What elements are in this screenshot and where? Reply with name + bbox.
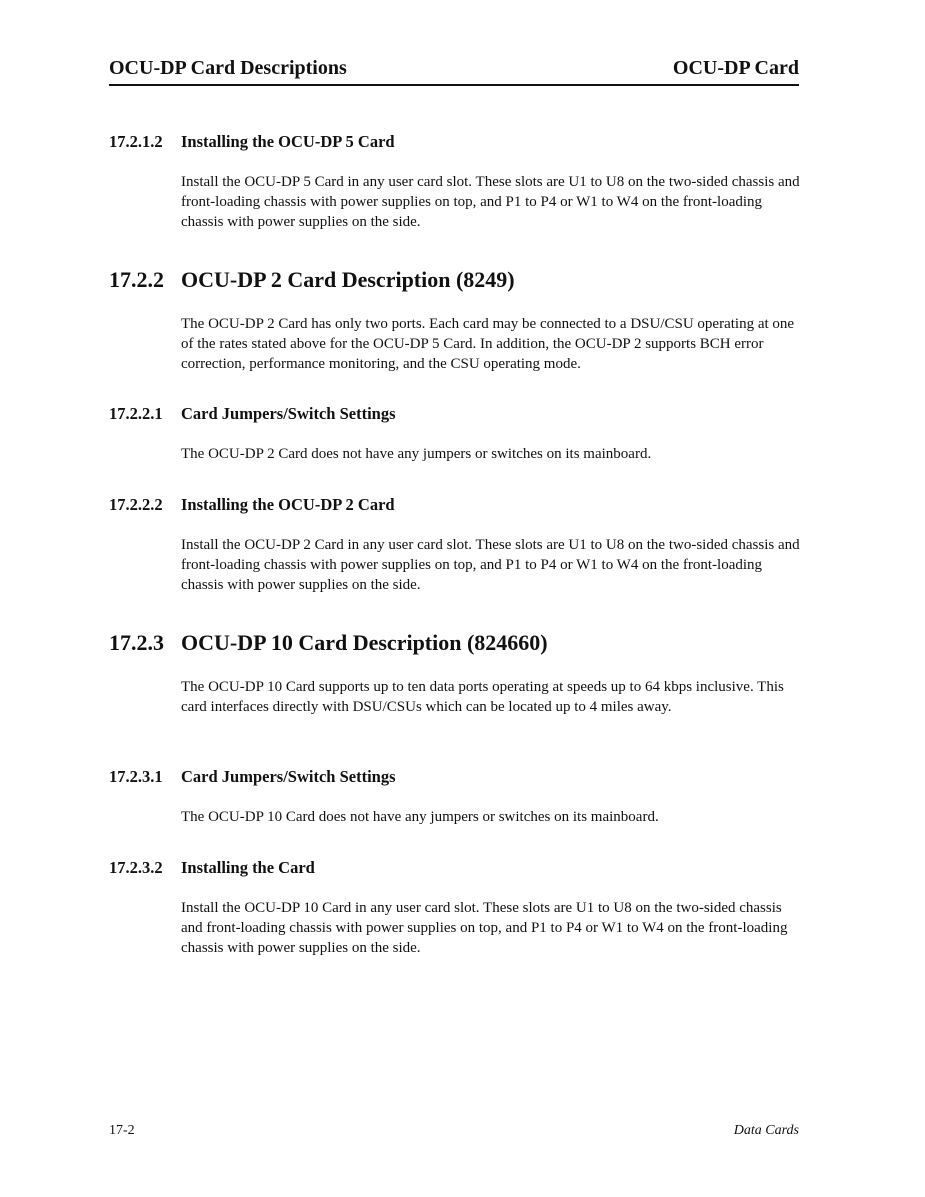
heading-number: 17.2.2.1 <box>109 404 163 423</box>
heading-text: Card Jumpers/Switch Settings <box>181 767 396 786</box>
heading-17-2-3-1 <box>109 767 396 787</box>
heading-17-2-2 <box>109 266 515 294</box>
heading-number: 17.2.3.2 <box>109 858 163 877</box>
heading-number: 17.2.3.1 <box>109 767 163 786</box>
footer-chapter: Data Cards <box>733 1123 799 1138</box>
header-section-title: OCU-DP Card Descriptions <box>109 57 347 79</box>
heading-text: Installing the OCU-DP 5 Card <box>181 132 395 151</box>
page-header <box>109 56 799 86</box>
heading-number: 17.2.2 <box>109 267 164 292</box>
heading-text: Installing the Card <box>181 858 315 877</box>
paragraph-17-2-3: The OCU-DP 10 Card supports up to ten data ports operating at speeds up to 64 kbps inclusive. This card interfaces directly with DSU/CSUs which can be located up to 4 miles away. <box>181 679 784 715</box>
heading-number: 17.2.1.2 <box>109 132 163 151</box>
heading-text: Installing the OCU-DP 2 Card <box>181 495 395 514</box>
heading-17-2-2-2 <box>109 495 395 515</box>
paragraph-17-2-2: The OCU-DP 2 Card has only two ports. Each card may be connected to a DSU/CSU operating at one of the rates stated above for the OCU-DP 5 Card. In addition, the OCU-DP 2 supports BCH error correction, performance monitoring, and the CSU operating mode. <box>181 316 795 372</box>
heading-17-2-1-2 <box>109 132 395 152</box>
heading-17-2-2-1 <box>109 404 396 424</box>
heading-number: 17.2.2.2 <box>109 495 163 514</box>
heading-number: 17.2.3 <box>109 630 164 655</box>
page-number: 17-2 <box>109 1123 135 1138</box>
paragraph-17-2-2-1: The OCU-DP 2 Card does not have any jumpers or switches on its mainboard. <box>181 446 652 462</box>
heading-17-2-3-2 <box>109 858 315 878</box>
heading-17-2-3 <box>109 629 548 657</box>
heading-text: OCU-DP 2 Card Description (8249) <box>181 267 515 292</box>
paragraph-17-2-2-2: Install the OCU-DP 2 Card in any user card slot. These slots are U1 to U8 on the two-sided chassis and front-loading chassis with power supplies on top, and P1 to P4 or W1 to W4 on the front-loading chassis with power supplies on the side. <box>181 537 800 593</box>
header-chapter-title: OCU-DP Card <box>672 57 799 79</box>
heading-text: OCU-DP 10 Card Description (824660) <box>181 630 548 655</box>
paragraph-17-2-1-2: Install the OCU-DP 5 Card in any user card slot. These slots are U1 to U8 on the two-sided chassis and front-loading chassis with power supplies on top, and P1 to P4 or W1 to W4 on the front-loading chassis with power supplies on the side. <box>181 174 800 230</box>
heading-text: Card Jumpers/Switch Settings <box>181 404 396 423</box>
paragraph-17-2-3-2: Install the OCU-DP 10 Card in any user card slot. These slots are U1 to U8 on the two-sided chassis and front-loading chassis with power supplies on top, and P1 to P4 or W1 to W4 on the front-loading chassis with power supplies on the side. <box>181 900 788 956</box>
paragraph-17-2-3-1: The OCU-DP 10 Card does not have any jumpers or switches on its mainboard. <box>181 809 659 825</box>
